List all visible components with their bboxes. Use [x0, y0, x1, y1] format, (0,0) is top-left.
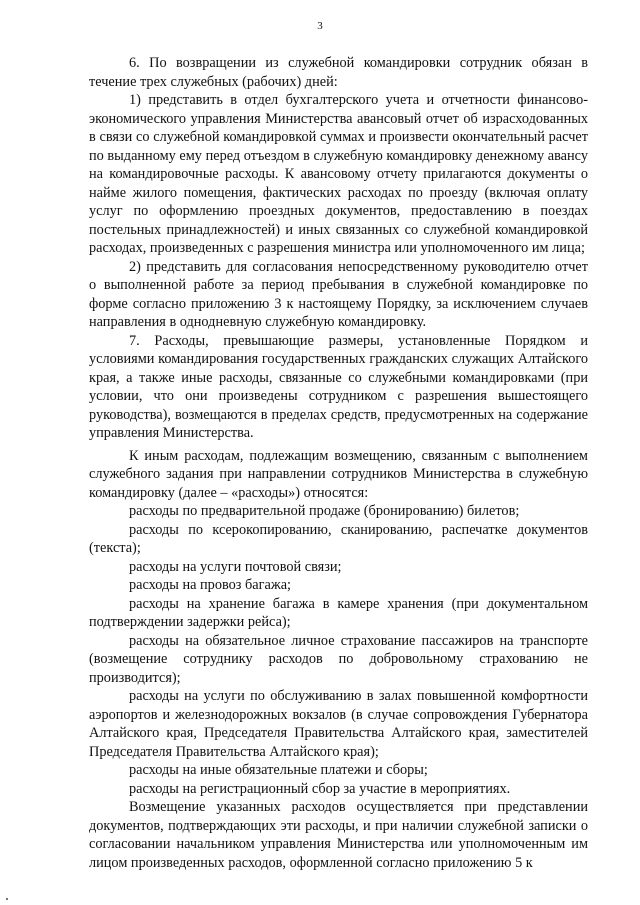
document-body	[89, 54, 588, 872]
list-item: расходы на услуги почтовой связи;	[129, 558, 342, 575]
list-item: расходы на провоз багажа;	[129, 577, 292, 593]
paragraph-reimbursement: Возмещение указанных расходов осуществляется при представлении документов, подтверждающих эти расходы, и при наличии служебной записки о согласовании начальником управления Министерства или уполномоченным им лицом произведенных расходов, оформленной согласно приложению 5 к	[89, 799, 588, 871]
list-item: расходы на иные обязательные платежи и сборы;	[129, 762, 428, 778]
list-item: расходы на хранение багажа в камере хранения (при документальном подтверждении задержки рейса);	[89, 595, 588, 630]
scan-artifact-dot	[6, 898, 8, 900]
list-item: расходы по предварительной продаже (бронированию) билетов;	[129, 503, 520, 519]
list-item: расходы по ксерокопированию, сканированию, распечатке документов (текста);	[89, 521, 588, 556]
list-item: расходы на регистрационный сбор за участие в мероприятиях.	[129, 780, 511, 797]
list-item: расходы на услуги по обслуживанию в залах повышенной комфортности аэропортов и железнодорожных вокзалов (в случае сопровождения Губернатора Алтайского края, Председателя Правительства Алтайского края, заместителей Председателя Правительства Алтайского края);	[89, 688, 588, 760]
paragraph-other-expenses-intro: К иным расходам, подлежащим возмещению, связанным с выполнением служебного задания при направлении сотрудников Министерства в служебную командировку (далее – «расходы») относятся:	[89, 447, 588, 501]
page-number: 3	[317, 20, 323, 32]
paragraph-return-obligations: 6. По возвращении из служебной командировки сотрудник обязан в течение трех служебных (рабочих) дней:	[89, 55, 588, 90]
paragraph-work-report: 2) представить для согласования непосредственному руководителю отчет о выполненной работе за период пребывания в служебной командировке по форме согласно приложению 3 к настоящему Порядку, за исключением случаев направления в однодневную служебную командировку.	[89, 258, 588, 330]
paragraph-advance-report: 1) представить в отдел бухгалтерского учета и отчетности финансово-экономического управления Министерства авансовый отчет об израсходованных в связи со служебной командировкой суммах и произвести окончательный расчет по выданному ему перед отъездом в служебную командировку денежному авансу на командировочные расходы. К авансовому отчету прилагаются документы о найме жилого помещения, фактических расходах по проезду (включая оплату услуг по оформлению проездных документов, предоставлению в поездах постельных принадлежностей) и иных связанных со служебной командировкой расходах, произведенных с разрешения министра или уполномоченного им лица;	[89, 92, 588, 256]
paragraph-excess-expenses: 7. Расходы, превышающие размеры, установленные Порядком и условиями командирования государственных гражданских служащих Алтайского края, а также иные расходы, связанные со служебными командировками (при условии, что они произведены сотрудником с разрешения вышестоящего руководства), возмещаются в пределах средств, предусмотренных на содержание управления Министерства.	[89, 332, 588, 441]
list-item: расходы на обязательное личное страхование пассажиров на транспорте (возмещение сотруднику расходов по добровольному страхованию не производится);	[89, 632, 588, 686]
